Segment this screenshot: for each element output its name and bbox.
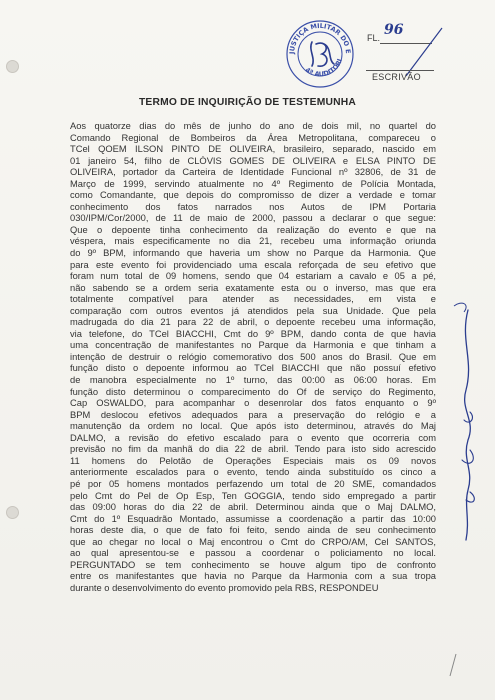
testimony-line: véspera, mais especificamente no dia 21, recebeu uma informação oriunda (70, 236, 436, 247)
testimony-line: previsão no fim da manhã do dia 22 de abril. Tendo para isto sido acrescido (70, 444, 436, 455)
svg-text:JUSTIÇA MILITAR DO ESTADO: JUSTIÇA MILITAR DO E (287, 21, 353, 55)
court-seal-stamp (282, 14, 358, 90)
testimony-line: foram num total de 09 homens, sendo que 04 estariam a cavalo e 05 a pé, (70, 271, 436, 282)
escrivao-signature-line (366, 70, 434, 71)
testimony-line: intenção de destruir o relógio comemorativo dos 500 anos do Brasil. Que em (70, 351, 436, 362)
testimony-line: totalmente compatível para atender as necessidades, em vista e (70, 294, 436, 305)
testimony-line: ao qual apresentou-se e passou a coordenar o policiamento no local. (70, 548, 436, 559)
testimony-line: BPM deslocou efetivos adequados para a preservação do relógio e a (70, 409, 436, 420)
testimony-line: Que o depoente tinha conhecimento da realização do evento e que na (70, 224, 436, 235)
testimony-line: comparação com outros eventos já atendidos pela sua Unidade. Que pela (70, 305, 436, 316)
testimony-line: não sabendo se a ordem seria exatamente esta ou o inverso, mas que era (70, 282, 436, 293)
testimony-line: Cmt do 1º Esquadrão Montado, assumisse a coordenação a partir das 10:00 (70, 513, 436, 524)
testimony-line: Cap OSWALDO, para acompanhar o desenrolar dos fatos enquanto o 9º (70, 398, 436, 409)
testimony-line: uma concentração de manifestantes no Parque da Harmonia e que tinham a (70, 340, 436, 351)
margin-signature-icon (440, 300, 490, 560)
testimony-line: para este evento foi providenciado uma escala reforçada de seu efetivo que (70, 259, 436, 270)
testimony-line: função disto o depoente informou ao TCel BIACCHI que não possuí efetivo (70, 363, 436, 374)
punch-hole (6, 506, 19, 519)
testimony-line: Março de 1999, servindo atualmente no 4º Regimento de Polícia Montada, (70, 178, 436, 189)
document-title: TERMO DE INQUIRIÇÃO DE TESTEMUNHA (138, 97, 357, 108)
testimony-line: que ao chegar no local o Maj encontrou o Cmt do CRPO/AM, Cel SANTOS, (70, 536, 436, 547)
folio-number: 96 (384, 22, 404, 38)
testimony-line: madrugada do dia 21 para 22 de abril, o depoente recebeu uma informação, (70, 317, 436, 328)
testimony-line: função disto determinou o comparecimento do Of de serviço do Regimento, (70, 386, 436, 397)
testimony-line: OLIVEIRA, portador da Carteira de Identidade Funcional nº 32806, de 31 de (70, 167, 436, 178)
testimony-line: das 09:00 horas do dia 22 de abril. Determinou ainda que o Maj DALMO, (70, 502, 436, 513)
testimony-line: TCel QOEM ILSON PINTO DE OLIVEIRA, brasileiro, separado, nascido em (70, 144, 436, 155)
punch-hole (6, 60, 19, 73)
testimony-line: manutenção da ordem no local. Que após isto determinou, através do Maj (70, 421, 436, 432)
testimony-line: Aos quatorze dias do mês de junho do ano de dois mil, no quartel do (70, 121, 436, 131)
testimony-line: horas deste dia, o que de fato foi feito, sendo ainda de seu conhecimento (70, 525, 436, 536)
testimony-line: Comando Regional de Bombeiros da Área Metropolitana, compareceu o (70, 132, 436, 143)
testimony-line: durante o desenvolvimento do evento promovido pela RBS, RESPONDEU (70, 582, 379, 593)
testimony-line: DALMO, a revisão do efetivo escalado para o evento que ocorreria com (70, 432, 436, 443)
testimony-line: entre os manifestantes que havia no Parque da Harmonia com a sua tropa (70, 571, 436, 582)
testimony-line: 11 homens do Pelotão de Operações Especiais mais os 09 novos (70, 455, 436, 466)
folio-label: FL. (367, 33, 381, 43)
testimony-line: anteriormente escalados para o evento, tendo ainda substituído os cinco a (70, 467, 436, 478)
testimony-line: do 9º BPM, informando que haveria um show no Parque da Harmonia. Que (70, 248, 436, 259)
testimony-line: como Comandante, que depois do compromisso de dizer a verdade e tomar (70, 190, 436, 201)
testimony-line: 01 janeiro 54, filho de CLÓVIS GOMES DE OLIVEIRA e ELSA PINTO DE (70, 155, 436, 166)
testimony-line: conhecimento dos fatos narrados nos Autos de IPM Portaria (70, 201, 436, 212)
folio-slash-mark (396, 26, 446, 96)
testimony-line: pelo Cmt do Pel de Op Esp, Ten GOGGIA, tendo sido empregado a partir (70, 490, 436, 501)
testimony-line: PERGUNTADO se tem conhecimento se houve algum tipo de confronto (70, 559, 436, 570)
testimony-line: 030/IPM/Cor/2000, de 11 de maio de 2000, passou a declarar o que segue: (70, 213, 436, 224)
escrivao-label: ESCRIVÃO (372, 72, 421, 82)
margin-tick-icon (446, 650, 466, 680)
testimony-body (70, 121, 436, 594)
testimony-line: via telefone, do TCel BIACCHI, Cmt do 9º BPM, dando conta de que havia (70, 328, 436, 339)
svg-text:4ª AUDITORIA: 4ª AUDITORI (303, 57, 345, 79)
testimony-line: pé por 05 homens montados perfazendo um total de 20 SME, comandados (70, 478, 436, 489)
testimony-line: de manobra especialmente no 1º turno, das 00:00 as 06:00 horas. Em (70, 375, 436, 386)
